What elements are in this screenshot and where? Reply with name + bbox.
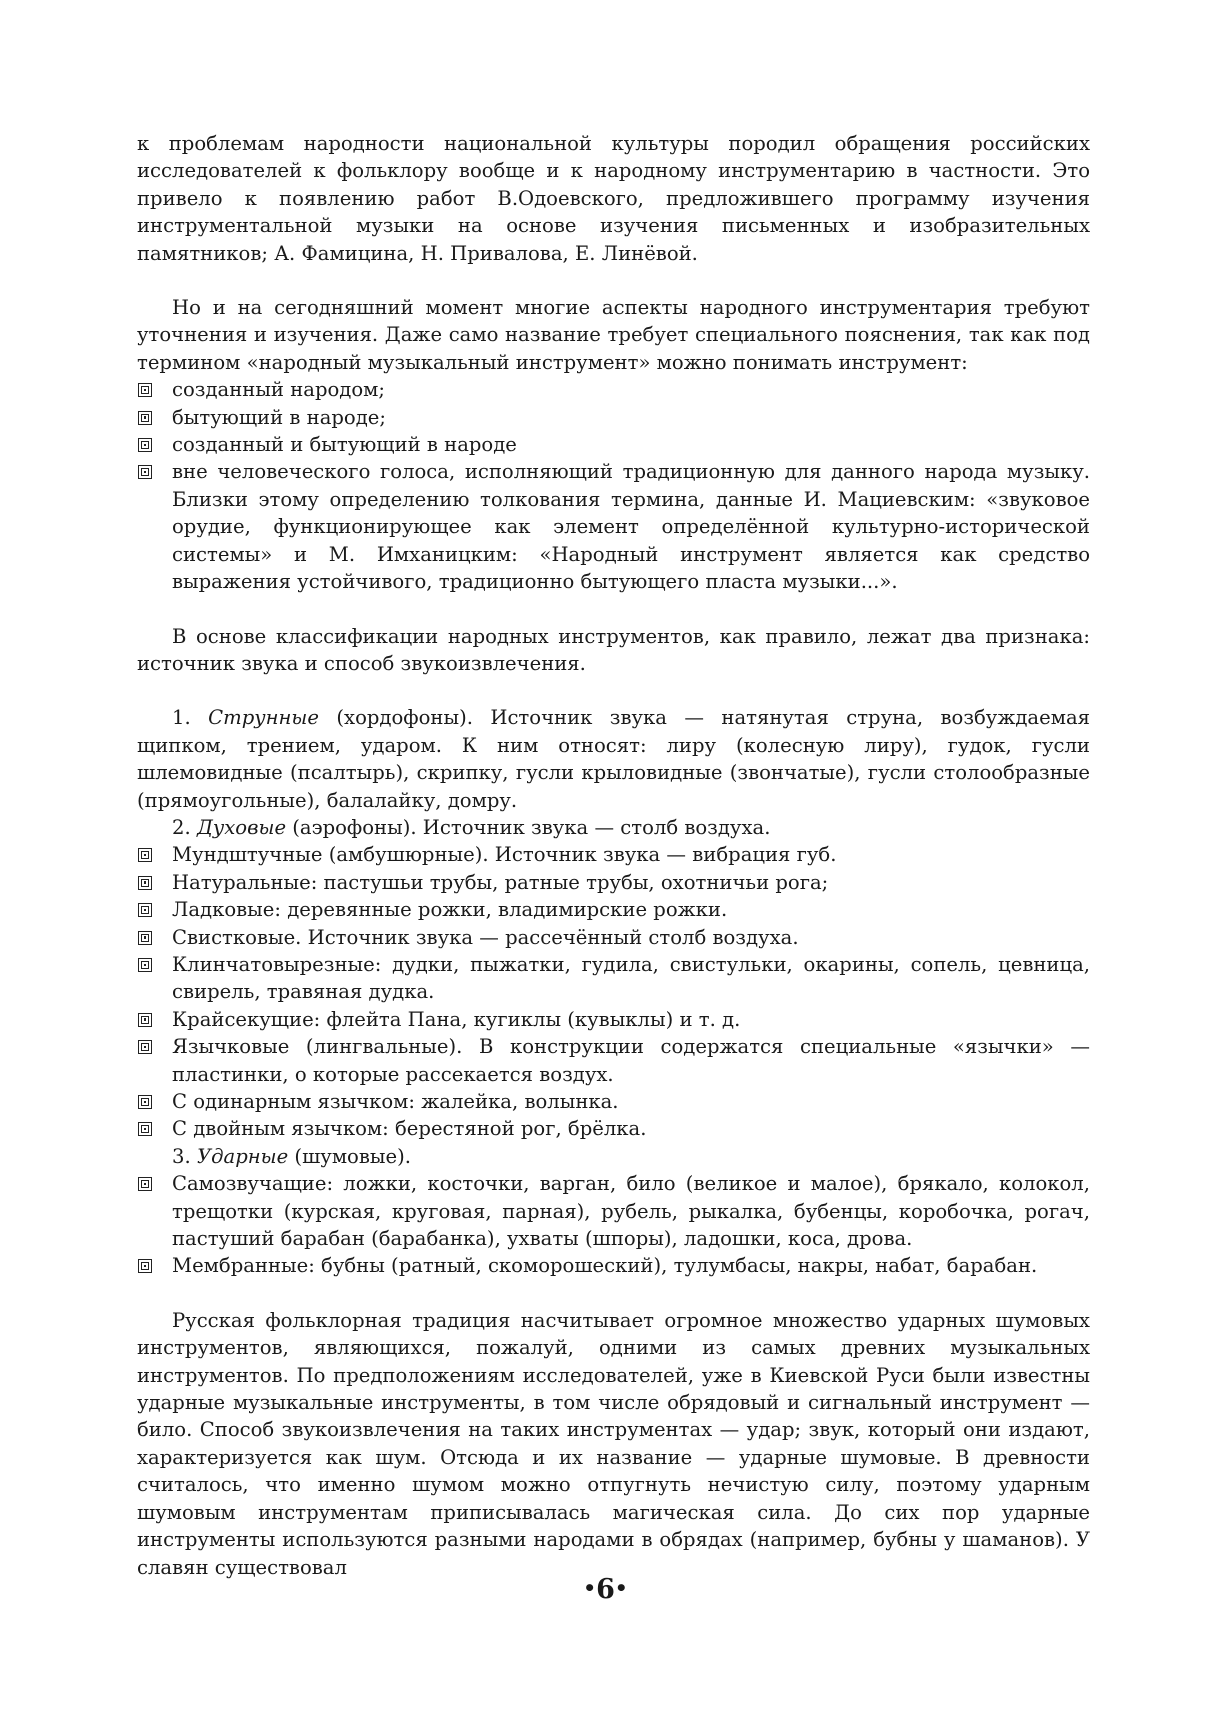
page-body (137, 130, 1090, 1581)
class-percussion-title: Ударные (196, 1144, 289, 1168)
list-item: созданный и бытующий в народе (137, 431, 1090, 458)
percussion-list (137, 1170, 1090, 1280)
list-item: С двойным язычком: берестяной рог, брёлка. (137, 1115, 1090, 1142)
class-wind-title: Духовые (196, 815, 287, 839)
list-item: Клинчатовырезные: дудки, пыжатки, гудила, свистульки, окарины, сопель, цевница, свирель, травяная дудка. (137, 951, 1090, 1006)
list-item: Натуральные: пастушьи трубы, ратные трубы, охотничьи рога; (137, 869, 1090, 896)
square-bullet-icon (138, 411, 152, 425)
list-item: Крайсекущие: флейта Пана, кугиклы (кувыклы) и т. д. (137, 1006, 1090, 1033)
list-item: вне человеческого голоса, исполняющий традиционную для данного народа музыку. Близки этому определению толкования термина, данные И. Мациевским: «звуковое орудие, функционирующее как элемент определённой культурно-исторической системы» и М. Имханицким: «Народный инструмент является как средство выражения устойчивого, традиционно бытующего пласта музыки...». (137, 458, 1090, 595)
list-item: Свистковые. Источник звука — рассечённый столб воздуха. (137, 924, 1090, 951)
list-item: Мембранные: бубны (ратный, скоморошеский), тулумбасы, накры, набат, барабан. (137, 1252, 1090, 1279)
square-bullet-icon (138, 1122, 152, 1136)
paragraph-definition-intro: Но и на сегодняшний момент многие аспекты народного инструментария требуют уточнения и изучения. Даже само название требует специального пояснения, так как под термином «народный музыкальный инструмент» можно понимать инструмент: (137, 296, 1090, 374)
page-number-value: 6 (596, 1574, 615, 1605)
wind-list (137, 841, 1090, 1142)
paragraph-gap (137, 677, 1090, 704)
list-item: С одинарным язычком: жалейка, волынка. (137, 1088, 1090, 1115)
paragraph-gap (137, 267, 1090, 294)
definition-list (137, 376, 1090, 595)
square-bullet-icon (138, 465, 152, 479)
square-bullet-icon (138, 1040, 152, 1054)
square-bullet-icon (138, 1177, 152, 1191)
class-wind: 2. Духовые (аэрофоны). Источник звука — столб воздуха. (172, 815, 771, 839)
list-item: Язычковые (лингвальные). В конструкции содержатся специальные «язычки» — пластинки, о которые рассекается воздух. (137, 1033, 1090, 1088)
paragraph-intro: к проблемам народности национальной культуры породил обращения российских исследователей к фольклору вообще и к народному инструментарию в частности. Это привело к появлению работ В.Одоевского, предложившего программу изучения инструментальной музыки на основе изучения письменных и изобразительных памятников; А. Фамицина, Н. Привалова, Е. Линёвой. (137, 132, 1090, 265)
paragraph-percussion-history: Русская фольклорная традиция насчитывает огромное множество ударных шумовых инструментов, являющихся, пожалуй, одними из самых древних музыкальных инструментов. По предположениям исследователей, уже в Киевской Руси были известны ударные музыкальные инструменты, в том числе обрядовый и сигнальный инструмент — било. Способ звукоизвлечения на таких инструментах — удар; звук, который они издают, характеризуется как шум. Отсюда и их название — ударные шумовые. В древности считалось, что именно шумом можно отпугнуть нечистую силу, поэтому ударным шумовым инструментам приписывалась магическая сила. До сих пор ударные инструменты используются разными народами в обрядах (например, бубны у шаманов). У славян существовал (137, 1308, 1090, 1579)
list-item: бытующий в народе; (137, 404, 1090, 431)
square-bullet-icon (138, 876, 152, 890)
square-bullet-icon (138, 903, 152, 917)
square-bullet-icon (138, 931, 152, 945)
paragraph-classification: В основе классификации народных инструментов, как правило, лежат два признака: источник звука и способ звукоизвлечения. (137, 624, 1090, 675)
class-strings: 1. Струнные (хордофоны). Источник звука — натянутая струна, возбуждаемая щипком, трением, ударом. К ним относят: лиру (колесную лиру), гудок, гусли шлемовидные (псалтырь), скрипку, гусли крыловидные (звончатые), гусли столообразные (прямоугольные), балалайку, домру. (137, 706, 1090, 812)
square-bullet-icon (138, 848, 152, 862)
class-strings-title: Струнные (208, 706, 319, 730)
list-item: Мундштучные (амбушюрные). Источник звука — вибрация губ. (137, 841, 1090, 868)
square-bullet-icon (138, 1095, 152, 1109)
list-item: созданный народом; (137, 376, 1090, 403)
square-bullet-icon (138, 438, 152, 452)
page-number: •6• (583, 1574, 628, 1605)
square-bullet-icon (138, 1259, 152, 1273)
paragraph-gap (137, 1280, 1090, 1307)
list-item: Ладковые: деревянные рожки, владимирские рожки. (137, 896, 1090, 923)
square-bullet-icon (138, 1013, 152, 1027)
square-bullet-icon (138, 958, 152, 972)
square-bullet-icon (138, 383, 152, 397)
class-percussion: 3. Ударные (шумовые). (172, 1144, 411, 1168)
paragraph-gap (137, 596, 1090, 623)
list-item: Самозвучащие: ложки, косточки, варган, било (великое и малое), брякало, колокол, трещотки (курская, круговая, парная), рубель, рыкалка, бубенцы, коробочка, рогач, пастуший барабан (барабанка), ухваты (шпоры), ладошки, коса, дрова. (137, 1170, 1090, 1252)
